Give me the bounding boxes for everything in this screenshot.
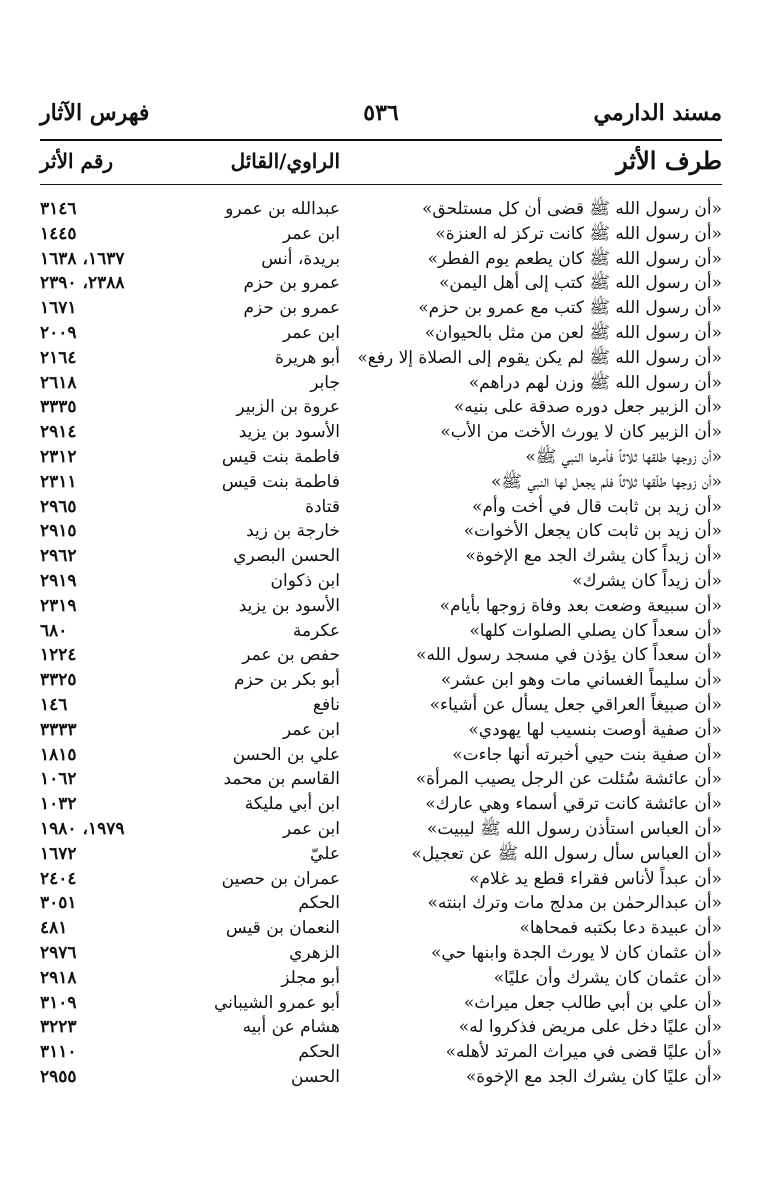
athar-number: ٣١١٠ (40, 1042, 77, 1063)
index-row (40, 1015, 722, 1040)
athar-number: ٢٣٨٨، ٢٣٩٠ (40, 273, 125, 294)
index-row (40, 247, 722, 272)
index-row (40, 495, 722, 520)
athar-text: «أن العباس سأل رسول الله ﷺ عن تعجيل» (411, 843, 722, 864)
narrator-text: الحسن (291, 1066, 340, 1087)
narrator-text: جابر (310, 372, 340, 393)
index-row (40, 321, 722, 346)
narrator-text: عروة بن الزبير (236, 397, 340, 418)
athar-number: ١٦٣٧، ١٦٣٨ (40, 248, 125, 269)
athar-text: «أن سعداً كان يصلي الصلوات كلها» (469, 620, 722, 641)
narrator-text: عبدالله بن عمرو (225, 199, 340, 219)
index-row (40, 222, 722, 247)
athar-number: ٢٩٥٥ (40, 1066, 77, 1087)
index-row (40, 693, 722, 718)
narrator-text: عليّ (310, 843, 340, 864)
index-row (40, 941, 722, 966)
narrator-text: القاسم بن محمد (223, 769, 340, 790)
index-row (40, 643, 722, 668)
page-number: ٥٣٦ (363, 100, 399, 126)
athar-number: ٢٤٠٤ (40, 868, 77, 889)
athar-text: «أن زوجها طلّقها ثلاثاً فلم يجعل لها النبي ﷺ» (491, 471, 722, 492)
athar-text: «أن رسول الله ﷺ كتب إلى أهل اليمن» (439, 273, 722, 294)
index-row (40, 197, 722, 222)
narrator-text: الحكم (298, 893, 340, 914)
index-row (40, 792, 722, 817)
narrator-text: عمران بن حصين (221, 868, 340, 889)
athar-text: «أن عثمان كان لا يورث الجدة وابنها حي» (431, 942, 722, 963)
athar-number: ٢٩٦٢ (40, 546, 77, 567)
athar-text: «أن زيداً كان يشرك» (572, 570, 722, 591)
narrator-text: ابن عمر (282, 818, 340, 839)
index-row (40, 296, 722, 321)
athar-text: «أن رسول الله ﷺ كان يطعم يوم الفطر» (427, 248, 722, 269)
narrator-text: الأسود بن يزيد (238, 595, 340, 616)
athar-text: «أن رسول الله ﷺ كتب مع عمرو بن حزم» (418, 298, 722, 319)
narrator-text: قتادة (305, 496, 340, 517)
athar-text: «أن زيد بن ثابت كان يجعل الأخوات» (463, 521, 722, 542)
athar-text: «أن علي بن أبي طالب جعل ميراث» (463, 992, 722, 1013)
athar-text: «أن صبيغاً العراقي جعل يسأل عن أشياء» (429, 694, 722, 715)
athar-text: «أن سبيعة وضعت بعد وفاة زوجها بأيام» (439, 595, 722, 616)
narrator-text: عمرو بن حزم (243, 273, 340, 294)
athar-text: «أن رسول الله ﷺ قضى أن كل مستلحق» (422, 199, 722, 219)
index-row (40, 867, 722, 892)
column-headers (40, 146, 722, 182)
athar-text: «أن عائشة سُئلت عن الرجل يصيب المرأة» (415, 769, 722, 790)
athar-number: ٣١٤٦ (40, 199, 77, 219)
athar-number: ٢٠٠٩ (40, 322, 77, 343)
narrator-text: ابن ذكوان (270, 570, 340, 591)
narrator-text: أبو بكر بن حزم (233, 670, 340, 691)
athar-number: ٢٣١١ (40, 471, 77, 492)
narrator-text: عمرو بن حزم (243, 298, 340, 319)
index-row (40, 817, 722, 842)
athar-text: «أن عليًا كان يشرك الجد مع الإخوة» (465, 1066, 722, 1087)
athar-text: «أن عبدالرحمٰن بن مدلج مات وترك ابنته» (427, 893, 722, 914)
index-row (40, 420, 722, 445)
narrator-text: الحسن البصري (233, 546, 340, 567)
index-row (40, 991, 722, 1016)
narrator-text: فاطمة بنت قيس (221, 471, 340, 492)
narrator-text: نافع (312, 694, 340, 715)
index-title: فهرس الآثار (40, 100, 150, 126)
athar-number: ١٤٤٥ (40, 223, 77, 244)
athar-text: «أن زوجها طلقها ثلاثاً فأمرها النبي ﷺ» (525, 446, 722, 467)
index-row (40, 271, 722, 296)
athar-number: ٣١٠٩ (40, 992, 77, 1013)
athar-text: «أن الزبير كان لا يورث الأخت من الأب» (440, 422, 722, 443)
index-row (40, 916, 722, 941)
athar-text: «أن عثمان كان يشرك وأن عليًا» (493, 967, 722, 988)
athar-number: ١٠٣٢ (40, 794, 77, 815)
header-rule (40, 139, 722, 141)
narrator-text: بريدة، أنس (261, 248, 340, 269)
athar-text: «أن الزبير جعل دوره صدقة على بنيه» (453, 397, 722, 418)
athar-number: ٣٣٣٥ (40, 397, 77, 418)
index-row (40, 445, 722, 470)
index-row (40, 767, 722, 792)
index-row (40, 1065, 722, 1090)
athar-number: ١٨١٥ (40, 744, 77, 765)
athar-text: «أن عليًا دخل على مريض فذكروا له» (458, 1017, 722, 1038)
narrator-text: هشام عن أبيه (242, 1017, 340, 1038)
athar-number: ٢٩١٥ (40, 521, 77, 542)
athar-number: ١٢٢٤ (40, 645, 77, 666)
narrator-text: خارجة بن زيد (246, 521, 340, 542)
index-row (40, 842, 722, 867)
athar-number: ٢٩١٩ (40, 570, 77, 591)
index-row (40, 346, 722, 371)
narrator-text: ابن عمر (282, 322, 340, 343)
athar-number: ١٠٦٢ (40, 769, 77, 790)
narrator-text: الزهري (289, 942, 340, 963)
index-row (40, 668, 722, 693)
athar-number: ٢٩١٨ (40, 967, 77, 988)
index-row (40, 544, 722, 569)
index-row (40, 395, 722, 420)
index-row (40, 718, 722, 743)
athar-number: ٣٢٢٣ (40, 1017, 77, 1038)
athar-number: ٣٣٣٣ (40, 719, 77, 740)
athar-text: «أن رسول الله ﷺ لعن من مثل بالحيوان» (424, 322, 722, 343)
athar-text: «أن رسول الله ﷺ كانت تركز له العنزة» (435, 223, 722, 244)
athar-text: «أن زيد بن ثابت قال في أخت وأم» (471, 496, 722, 517)
index-rows (40, 197, 722, 1090)
column-header-number: رقم الأثر (40, 149, 114, 173)
column-header-rule (40, 184, 722, 185)
athar-text: «أن عبيدة دعا بكتبه فمحاها» (519, 918, 722, 939)
column-header-narrator: الراوي/القائل (230, 149, 340, 173)
narrator-text: عكرمة (292, 620, 340, 641)
athar-number: ٦٨٠ (40, 620, 68, 641)
athar-text: «أن رسول الله ﷺ وزن لهم دراهم» (468, 372, 722, 393)
athar-number: ٢٩٦٥ (40, 496, 77, 517)
index-row (40, 619, 722, 644)
athar-text: «أن زيداً كان يشرك الجد مع الإخوة» (465, 546, 722, 567)
athar-number: ٢٩١٤ (40, 422, 77, 443)
athar-text: «أن العباس استأذن رسول الله ﷺ ليبيت» (427, 818, 722, 839)
athar-text: «أن عائشة كانت ترقي أسماء وهي عارك» (425, 794, 722, 815)
narrator-text: أبو مجلز (281, 967, 340, 988)
athar-text: «أن سعداً كان يؤذن في مسجد رسول الله» (416, 645, 722, 666)
index-row (40, 743, 722, 768)
index-row (40, 966, 722, 991)
narrator-text: فاطمة بنت قيس (221, 446, 340, 467)
athar-number: ٢٣١٩ (40, 595, 77, 616)
athar-number: ٢٦١٨ (40, 372, 77, 393)
athar-number: ٢٣١٢ (40, 446, 77, 467)
index-row (40, 891, 722, 916)
athar-text: «أن عبداً لأناس فقراء قطع يد غلام» (469, 868, 722, 889)
athar-number: ٢٩٧٦ (40, 942, 77, 963)
index-row (40, 470, 722, 495)
athar-number: ١٩٧٩، ١٩٨٠ (40, 818, 125, 839)
narrator-text: ابن أبي مليكة (244, 794, 340, 815)
index-row (40, 569, 722, 594)
index-row (40, 519, 722, 544)
athar-text: «أن سليماً الغساني مات وهو ابن عشر» (440, 670, 722, 691)
column-header-athar: طرف الأثر (616, 146, 722, 175)
running-header (40, 100, 722, 136)
book-title: مسند الدارمي (593, 100, 722, 126)
index-row (40, 371, 722, 396)
athar-text: «أن رسول الله ﷺ لم يكن يقوم إلى الصلاة إلا رفع» (357, 347, 722, 368)
athar-number: ١٦٧٢ (40, 843, 77, 864)
athar-number: ٤٨١ (40, 918, 68, 939)
index-row (40, 594, 722, 619)
athar-text: «أن صفية بنت حيي أخبرته أنها جاءت» (452, 744, 722, 765)
athar-text: «أن عليًا قضى في ميراث المرتد لأهله» (445, 1042, 722, 1063)
athar-number: ١٦٧١ (40, 298, 77, 319)
athar-number: ١٤٦ (40, 694, 68, 715)
narrator-text: الحكم (298, 1042, 340, 1063)
athar-number: ٣٣٢٥ (40, 670, 77, 691)
narrator-text: علي بن الحسن (232, 744, 340, 765)
narrator-text: النعمان بن قيس (225, 918, 340, 939)
narrator-text: أبو هريرة (274, 347, 340, 368)
narrator-text: ابن عمر (282, 223, 340, 244)
narrator-text: ابن عمر (282, 719, 340, 740)
narrator-text: الأسود بن يزيد (238, 422, 340, 443)
athar-number: ٣٠٥١ (40, 893, 77, 914)
athar-number: ٢١٦٤ (40, 347, 77, 368)
narrator-text: حفص بن عمر (242, 645, 340, 666)
index-row (40, 1040, 722, 1065)
athar-text: «أن صفية أوصت بنسيب لها يهودي» (468, 719, 722, 740)
narrator-text: أبو عمرو الشيباني (213, 992, 340, 1013)
